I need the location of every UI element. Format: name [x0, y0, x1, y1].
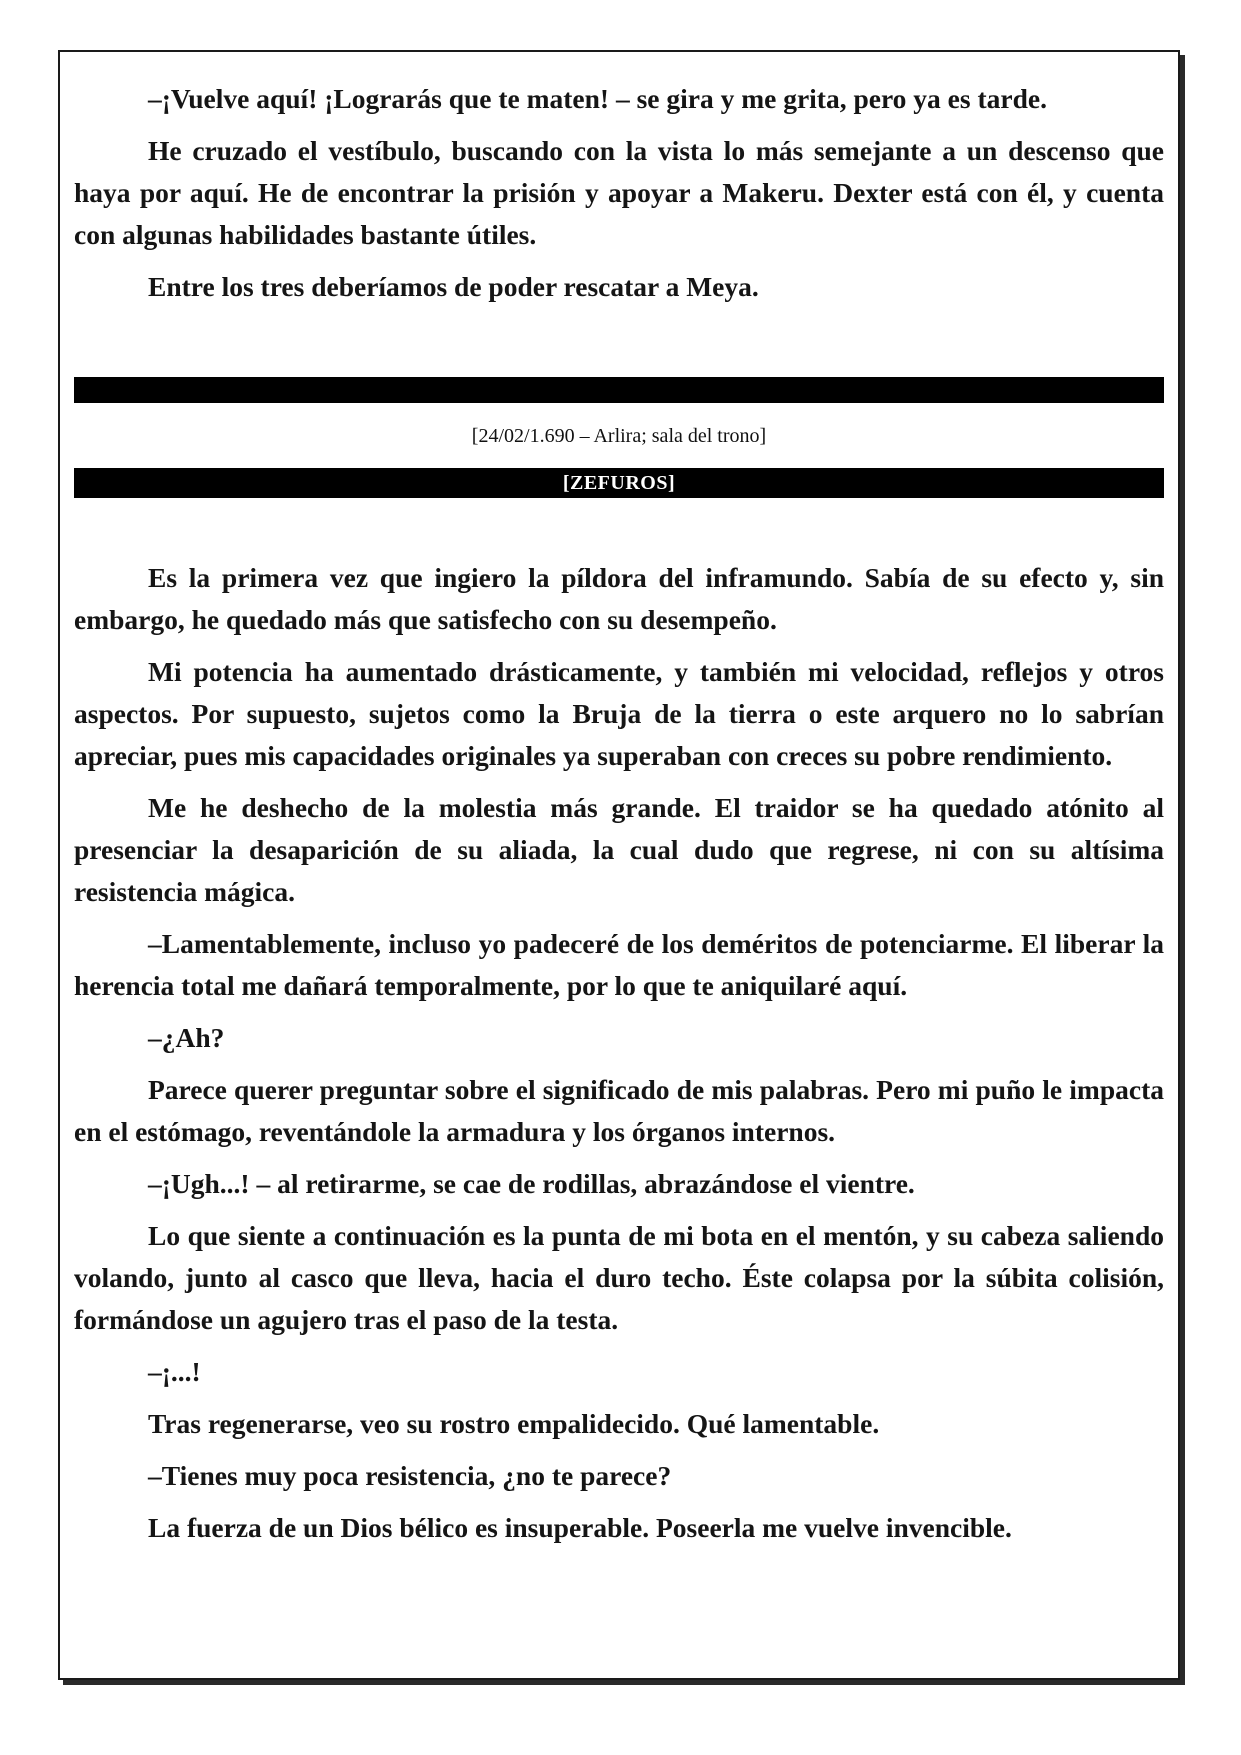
paragraph: Parece querer preguntar sobre el significado de mis palabras. Pero mi puño le impacta en el estómago, reventándole la armadura y los órganos internos. — [74, 1074, 1164, 1147]
paragraph: Es la primera vez que ingiero la píldora del inframundo. Sabía de su efecto y, sin embargo, he quedado más que satisfecho con su desempeño. — [74, 562, 1164, 635]
paragraph: –¡...! — [148, 1356, 201, 1387]
paragraph: –Tienes muy poca resistencia, ¿no te parece? — [148, 1460, 672, 1491]
paragraph: –¿Ah? — [148, 1022, 225, 1053]
paragraph: Tras regenerarse, veo su rostro empalidecido. Qué lamentable. — [148, 1408, 880, 1439]
section-divider-bar — [74, 377, 1164, 403]
paragraph: Me he deshecho de la molestia más grande. El traidor se ha quedado atónito al presenciar la desaparición de su aliada, la cual dudo que regrese, ni con su altísima resistencia mágica. — [74, 792, 1164, 907]
paragraph: La fuerza de un Dios bélico es insuperable. Poseerla me vuelve invencible. — [148, 1512, 1012, 1543]
paragraph: –Lamentablemente, incluso yo padeceré de los deméritos de potenciarme. El liberar la herencia total me dañará temporalmente, por lo que te aniquilaré aquí. — [74, 928, 1164, 1001]
paragraph: –¡Ugh...! – al retirarme, se cae de rodillas, abrazándose el vientre. — [148, 1168, 915, 1199]
page-frame — [58, 50, 1180, 1680]
narrator-label-bar: [ZEFUROS] — [74, 468, 1164, 498]
paragraph: He cruzado el vestíbulo, buscando con la vista lo más semejante a un descenso que haya por aquí. He de encontrar la prisión y apoyar a Makeru. Dexter está con él, y cuenta con algunas habilidades bastante útiles. — [74, 135, 1164, 250]
paragraph: Mi potencia ha aumentado drásticamente, y también mi velocidad, reflejos y otros aspectos. Por supuesto, sujetos como la Bruja de la tierra o este arquero no lo sabrían apreciar, pues mis capacidades originales ya superaban con creces su pobre rendimiento. — [74, 656, 1164, 771]
paragraph: Entre los tres deberíamos de poder rescatar a Meya. — [148, 271, 759, 302]
lower-text-block — [74, 557, 1164, 1559]
paragraph: –¡Vuelve aquí! ¡Lograrás que te maten! – se gira y me grita, pero ya es tarde. — [148, 83, 1047, 114]
upper-text-block — [74, 78, 1164, 308]
scene-date-location: [24/02/1.690 – Arlira; sala del trono] — [471, 425, 767, 447]
paragraph: Lo que siente a continuación es la punta de mi bota en el mentón, y su cabeza saliendo volando, junto al casco que lleva, hacia el duro techo. Éste colapsa por la súbita colisión, formándose un agujero tras el paso de la testa. — [74, 1220, 1164, 1335]
